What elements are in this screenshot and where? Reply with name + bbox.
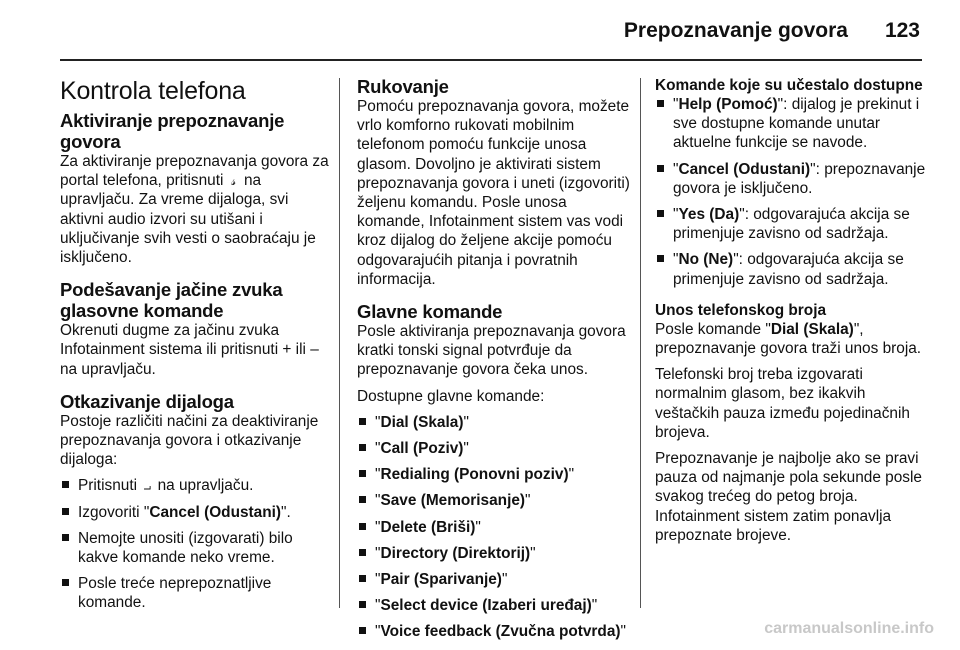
section-activate [60, 110, 332, 267]
paragraph-phone-2: Telefonski broj treba izgovarati normalnim glasom, bez ikakvih veštačkih pauza između pojedinačnih brojeva. [655, 366, 910, 441]
column-1 [60, 76, 332, 621]
paragraph-main-commands-2: Dostupne glavne komande: [357, 387, 545, 405]
section-phone-number [655, 301, 927, 545]
command-item: "Call (Poziv)" [357, 439, 633, 458]
command-item: "Help (Pomoć)": dijalog je prekinut i sve dostupne komande unutar aktuelne funkcije se navode. [655, 95, 927, 153]
page-header [0, 0, 960, 62]
frequent-commands-list [655, 95, 927, 289]
page-number: 123 [884, 19, 920, 42]
cancel-list [60, 476, 332, 612]
command-item: "Dial (Skala)" [357, 413, 633, 432]
section-frequent-commands [655, 76, 927, 289]
command-item: "Directory (Direktorij)" [357, 544, 633, 563]
heading-phone-number: Unos telefonskog broja [655, 301, 827, 319]
main-commands-list [357, 413, 633, 642]
header-rule [60, 59, 922, 61]
paragraph-activate: Za aktiviranje prepoznavanja govora za portal telefona, pritisnuti 𝓈 na upravljaču. Za vreme dijaloga, svi aktivni audio izvori su utišani i uključivanje svih vesti o saobraćaju je isključeno. [60, 153, 329, 267]
section-operation [357, 76, 633, 289]
heading-cancel: Otkazivanje dijaloga [60, 390, 234, 412]
command-item: "Delete (Briši)" [357, 518, 633, 537]
list-item: Pritisnuti ⨼ na upravljaču. [60, 476, 332, 495]
command-item: "Voice feedback (Zvučna potvrda)" [357, 622, 633, 641]
list-item: Posle treće neprepoznatljive komande. [60, 574, 332, 612]
column-divider-2 [640, 78, 641, 608]
command-item: "Yes (Da)": odgovarajuća akcija se primenjuje zavisno od sadržaja. [655, 205, 927, 243]
command-item: "Pair (Sparivanje)" [357, 570, 633, 589]
section-title: Kontrola telefona [60, 77, 246, 105]
list-item: Izgovoriti "Cancel (Odustani)". [60, 503, 332, 522]
paragraph-phone-3: Prepoznavanje je najbolje ako se pravi pauza od najmanje pola sekunde posle svakog trećeg do petog broja. Infotainment sistem zatim ponavlja prepoznate brojeve. [655, 450, 922, 544]
voice-hangup-icon: ⨼ [143, 478, 152, 494]
list-item: Nemojte unositi (izgovarati) bilo kakve komande neko vreme. [60, 529, 332, 567]
heading-operation: Rukovanje [357, 76, 449, 97]
command-item: "Redialing (Ponovni poziv)" [357, 465, 633, 484]
paragraph-phone-1: Posle komande "Dial (Skala)", prepoznavanje govora traži unos broja. [655, 320, 922, 358]
column-divider-1 [339, 78, 340, 608]
voice-talk-icon: 𝓈 [231, 173, 237, 189]
running-title: Prepoznavanje govora [623, 19, 848, 42]
command-item: "Save (Memorisanje)" [357, 491, 633, 510]
paragraph-main-commands-1: Posle aktiviranja prepoznavanja govora kratki tonski signal potvrđuje da prepoznavanje govora čeka unos. [357, 323, 626, 379]
heading-volume: Podešavanje jačine zvuka glasovne komande [60, 279, 283, 322]
paragraph-operation: Pomoću prepoznavanja govora, možete vrlo komforno rukovati mobilnim telefonom pomoću funkcije unosa glasom. Dovoljno je aktivirati sistem prepoznavanja govora i uneti (izgovoriti) željenu komandu. Posle unosa komande, Infotainment sistem vas vodi kroz dijalog do željene akcije pomoću odgovarajućih pitanja i povratnih informacija. [357, 98, 630, 288]
column-2 [357, 76, 633, 650]
section-main-commands [357, 301, 633, 642]
command-item: "Cancel (Odustani)": prepoznavanje govora je isključeno. [655, 160, 927, 198]
section-volume [60, 279, 332, 379]
paragraph-cancel: Postoje različiti načini za deaktiviranje prepoznavanja govora i otkazivanje dijaloga: [60, 412, 319, 469]
paragraph-volume: Okrenuti dugme za jačinu zvuka Infotainment sistema ili pritisnuti + ili – na upravljaču. [60, 322, 319, 378]
watermark: carmanualsonline.info [764, 620, 934, 637]
heading-main-commands: Glavne komande [357, 301, 503, 323]
column-3 [655, 76, 927, 552]
command-item: "Select device (Izaberi uređaj)" [357, 596, 633, 615]
section-cancel [60, 391, 332, 613]
heading-frequent-commands: Komande koje su učestalo dostupne [655, 77, 923, 94]
command-item: "No (Ne)": odgovarajuća akcija se primenjuje zavisno od sadržaja. [655, 250, 927, 288]
heading-activate: Aktiviranje prepoznavanje govora [60, 110, 285, 152]
